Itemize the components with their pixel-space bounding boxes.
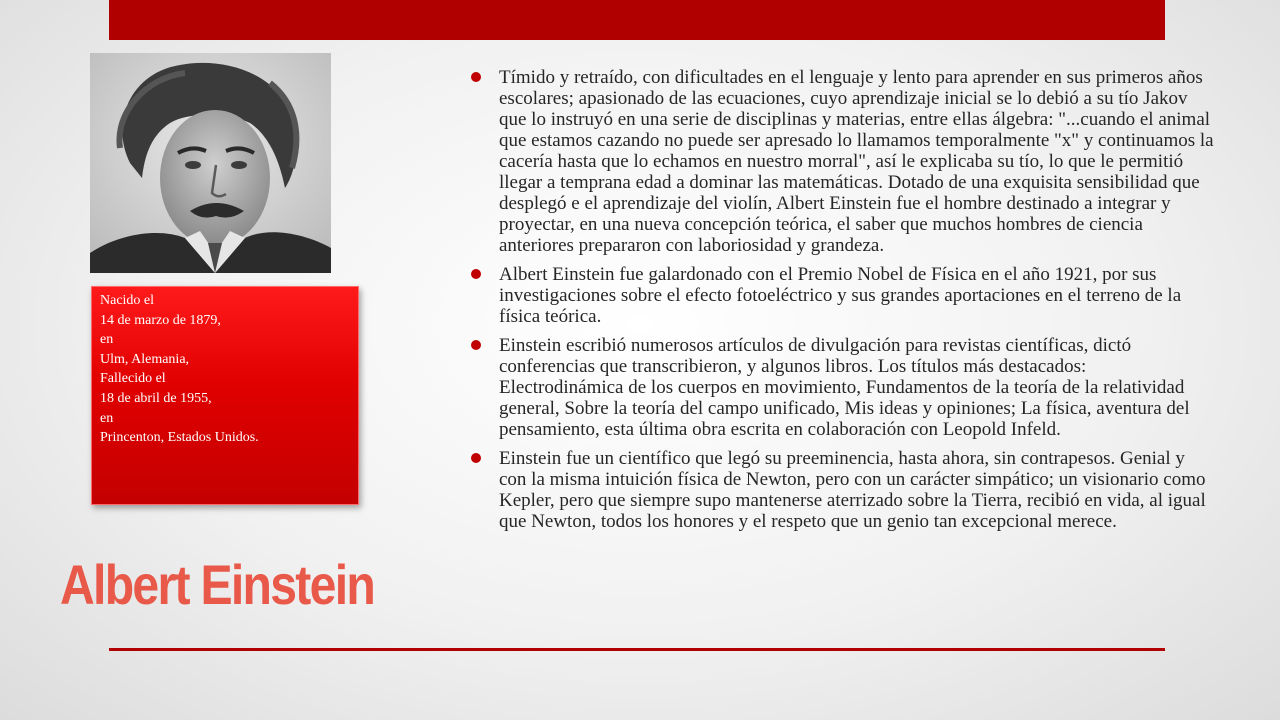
list-item xyxy=(470,335,1215,440)
bullet-text: Tímido y retraído, con dificultades en el lenguaje y lento para aprender en sus primeros años escolares; apasionado de las ecuaciones, cuyo aprendizaje inicial se lo debió a su tío Jakov que lo instruyó en una serie de disciplinas y materias, entre ellas álgebra: "...cuando el animal que estamos cazando no puede ser apresado lo llamamos temporalmente "x" y continuamos la cacería hasta que lo echamos en nuestro morral", así le explicaba su tío, lo que le permitió llegar a temprana edad a dominar las matemáticas. Dotado de una exquisita sensibilidad que desplegó e el aprendizaje del violín, Albert Einstein fue el hombre destinado a integrar y proyectar, en una nueva concepción teórica, el saber que muchos hombres de ciencia anteriores prepararon con laboriosidad y grandeza. xyxy=(499,67,1214,256)
bio-death-place: Princenton, Estados Unidos. xyxy=(100,430,259,446)
bullet-text: Einstein escribió numerosos artículos de divulgación para revistas científicas, dictó conferencias que transcribieron, y algunos libros. Los títulos más destacados: Electrodinámica de los cuerpos en movimiento, Fundamentos de la teoría de la relatividad general, Sobre la teoría del campo unificado, Mis ideas y opiniones; La física, aventura del pensamiento, esta última obra escrita en colaboración con Leopold Infeld. xyxy=(499,335,1190,440)
bio-born-label: Nacido el xyxy=(100,293,155,308)
bullet-icon xyxy=(471,269,481,279)
bio-died-label: Fallecido el xyxy=(100,371,166,387)
bio-death-en: en xyxy=(100,410,114,426)
bullet-icon xyxy=(471,340,481,350)
bullet-text: Albert Einstein fue galardonado con el Premio Nobel de Física en el año 1921, por sus investigaciones sobre el efecto fotoeléctrico y sus grandes aportaciones en el terreno de la física teórica. xyxy=(499,264,1182,327)
bio-birth-en: en xyxy=(100,332,114,348)
top-accent-bar xyxy=(109,0,1165,40)
list-item xyxy=(470,264,1215,327)
list-item xyxy=(470,448,1215,532)
bio-box xyxy=(91,286,359,505)
bullet-text: Einstein fue un científico que legó su preeminencia, hasta ahora, sin contrapesos. Genial y con la misma intuición física de Newton, pero con un carácter simpático; un visionario como Kepler, pero que siempre supo mantenerse aterrizado sobre la Tierra, recibió en vida, al igual que Newton, todos los honores y el respeto que un genio tan excepcional merece. xyxy=(499,448,1206,532)
portrait-photo xyxy=(90,53,331,273)
bottom-divider xyxy=(109,648,1165,651)
page-title: Albert Einstein xyxy=(60,553,375,616)
list-item xyxy=(470,67,1215,256)
bullet-icon xyxy=(471,453,481,463)
bio-death-date: 18 de abril de 1955, xyxy=(100,390,212,406)
bullet-list xyxy=(470,67,1215,540)
portrait-illustration xyxy=(90,53,331,273)
bio-birth-place: Ulm, Alemania, xyxy=(100,351,190,367)
bio-birth-date: 14 de marzo de 1879, xyxy=(100,312,221,328)
bullet-icon xyxy=(471,72,481,82)
